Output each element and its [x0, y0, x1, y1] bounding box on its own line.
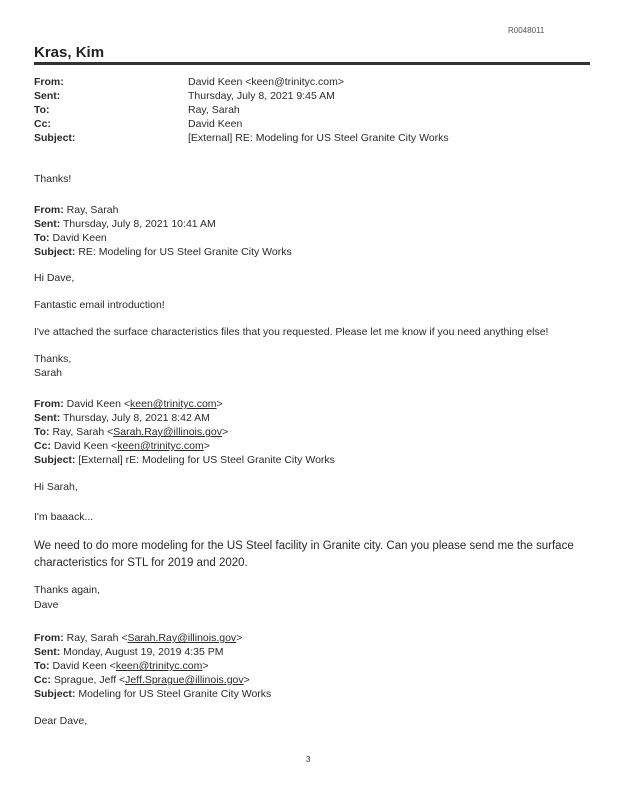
msg4-cc — [34, 673, 250, 687]
header-rule — [34, 62, 590, 65]
page-number: 3 — [306, 755, 311, 764]
header-from-row — [34, 75, 344, 89]
msg2-sent-value: Thursday, July 8, 2021 10:41 AM — [62, 218, 216, 230]
header-subject-row — [34, 131, 449, 145]
msg3-line2a: We need to do more modeling for the US Steel facility in Granite city. Can you please send me the surface — [34, 540, 574, 552]
msg3-from-end: > — [216, 398, 223, 410]
msg2-to-value: David Keen — [52, 232, 107, 244]
document-id: R0048011 — [508, 26, 545, 35]
msg3-cc-end: > — [203, 440, 210, 452]
msg3-to-label: To: — [34, 426, 50, 438]
msg3-cc-label: Cc: — [34, 440, 51, 452]
msg2-subject-label: Subject: — [34, 246, 76, 258]
msg2-to — [34, 231, 107, 245]
header-to-value: Ray, Sarah — [188, 104, 240, 116]
header-to-row — [34, 103, 240, 117]
msg3-line2b: characteristics for STL for 2019 and 2020. — [34, 557, 248, 569]
msg3-closing: Thanks again, — [34, 584, 100, 596]
msg3-sent-label: Sent: — [34, 412, 61, 424]
msg2-from — [34, 203, 118, 217]
header-subject-label: Subject: — [34, 132, 76, 144]
msg2-from-value: Ray, Sarah — [66, 204, 119, 216]
msg3-from-value: David Keen < — [66, 398, 131, 410]
msg4-cc-label: Cc: — [34, 674, 51, 686]
msg3-sent-value: Thursday, July 8, 2021 8:42 AM — [62, 412, 210, 424]
msg2-sent-label: Sent: — [34, 218, 61, 230]
msg3-cc-value: David Keen < — [53, 440, 118, 452]
msg3-cc-email-link[interactable]: keen@trinityc.com — [117, 440, 204, 452]
msg3-to-end: > — [221, 426, 229, 438]
msg2-greeting: Hi Dave, — [34, 272, 75, 284]
msg4-cc-email-link[interactable]: Jeff.Sprague@illinois.gov — [125, 674, 244, 686]
msg4-to-label: To: — [34, 660, 50, 672]
body-thanks: Thanks! — [34, 173, 72, 185]
msg2-subject — [34, 245, 292, 259]
msg3-subject — [34, 453, 335, 467]
msg3-signature: Dave — [34, 599, 59, 611]
header-sent-value: Thursday, July 8, 2021 9:45 AM — [188, 90, 335, 102]
msg4-sent-label: Sent: — [34, 646, 61, 658]
msg4-cc-value: Sprague, Jeff < — [53, 674, 126, 686]
msg4-from-email-link[interactable]: Sarah.Ray@illinois.gov — [127, 632, 237, 644]
msg4-sent-value: Monday, August 19, 2019 4:35 PM — [63, 646, 224, 658]
header-from-value: David Keen <keen@trinityc.com> — [188, 76, 344, 88]
header-sent-row — [34, 89, 335, 103]
header-cc-row — [34, 117, 242, 131]
header-to-label: To: — [34, 104, 50, 116]
msg2-from-label: From: — [34, 204, 64, 216]
msg4-subject — [34, 687, 271, 701]
msg3-from-email-link[interactable]: keen@trinityc.com — [130, 398, 217, 410]
msg3-to — [34, 425, 228, 439]
header-subject-value: [External] RE: Modeling for US Steel Granite City Works — [188, 132, 449, 144]
msg3-subject-label: Subject: — [34, 454, 76, 466]
msg4-to-value: David Keen < — [52, 660, 116, 672]
msg4-greeting: Dear Dave, — [34, 715, 88, 727]
msg4-subject-label: Subject: — [34, 688, 76, 700]
msg4-to — [34, 659, 208, 673]
msg4-to-email-link[interactable]: keen@trinityc.com — [115, 660, 203, 672]
msg3-greeting: Hi Sarah, — [34, 481, 78, 493]
msg4-from-end: > — [236, 632, 243, 644]
msg4-to-end: > — [202, 660, 209, 672]
msg2-subject-value: RE: Modeling for US Steel Granite City Works — [78, 246, 292, 258]
msg3-to-email-link[interactable]: Sarah.Ray@illinois.gov — [113, 426, 222, 438]
msg2-line2: I've attached the surface characteristics files that you requested. Please let me know if you need anything else! — [34, 326, 549, 338]
msg4-from-value: Ray, Sarah < — [66, 632, 128, 644]
mailbox-owner-name: Kras, Kim — [34, 44, 105, 61]
msg2-line1: Fantastic email introduction! — [34, 299, 165, 311]
msg4-subject-value: Modeling for US Steel Granite City Works — [78, 688, 272, 700]
msg4-from-label: From: — [34, 632, 64, 644]
header-cc-label: Cc: — [34, 118, 51, 130]
msg2-sent — [34, 217, 216, 231]
header-cc-value: David Keen — [188, 118, 243, 130]
msg3-sent — [34, 411, 210, 425]
msg3-from-label: From: — [34, 398, 64, 410]
msg3-line1: I'm baaack... — [34, 511, 94, 523]
msg3-subject-value: [External] rE: Modeling for US Steel Granite City Works — [78, 454, 335, 466]
msg4-sent — [34, 645, 224, 659]
msg2-closing: Thanks, — [34, 353, 72, 365]
header-sent-label: Sent: — [34, 90, 61, 102]
header-from-label: From: — [34, 76, 64, 88]
msg4-from — [34, 631, 242, 645]
msg2-to-label: To: — [34, 232, 50, 244]
msg4-cc-end: > — [243, 674, 250, 686]
msg2-signature: Sarah — [34, 367, 63, 379]
msg3-to-value: Ray, Sarah < — [52, 426, 114, 438]
msg3-cc — [34, 439, 210, 453]
msg3-from — [34, 397, 223, 411]
